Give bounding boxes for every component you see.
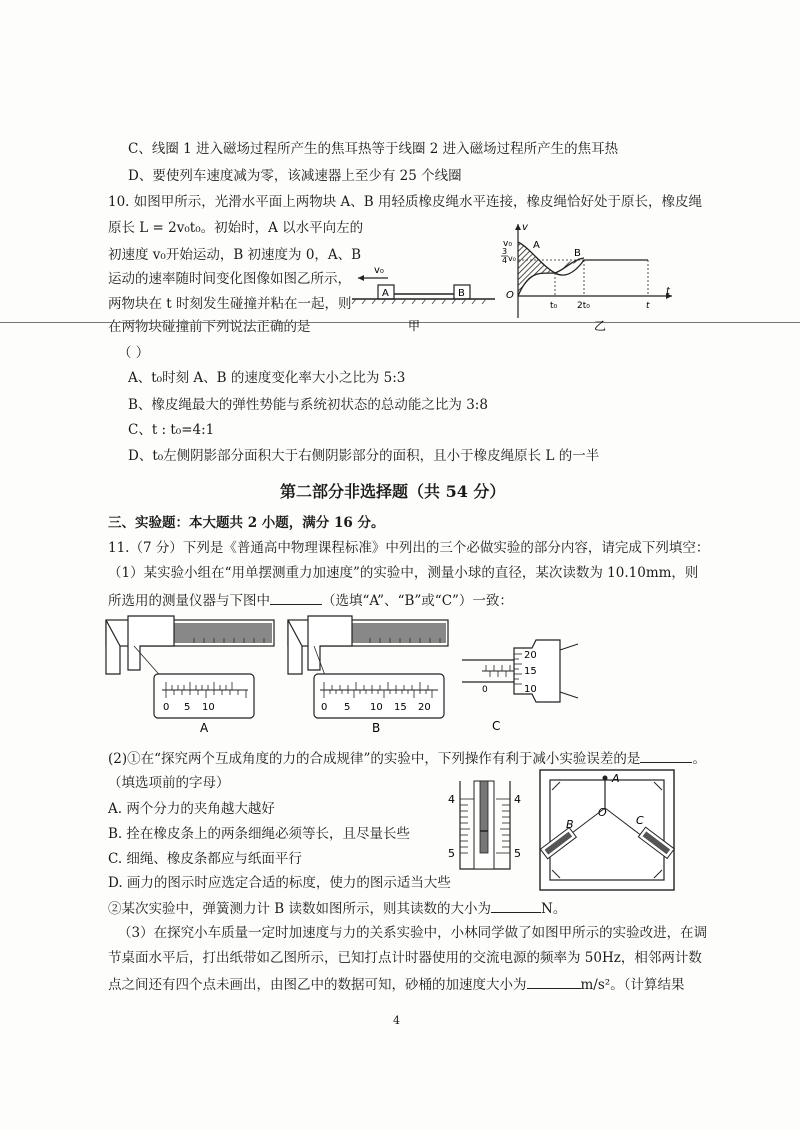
tick-2t0: 2t₀ xyxy=(577,301,590,311)
q10-stem-line5: 两物块在 t 时刻发生碰撞并粘在一起，则 xyxy=(108,296,352,312)
curve-b-label: B xyxy=(574,248,581,259)
q10-answer-paren: （ ） xyxy=(118,345,150,361)
force-board-figure xyxy=(538,768,678,894)
spring-right-4: 4 xyxy=(514,793,521,806)
q10-option-d: D、t₀左侧阴影部分面积大于右侧阴影部分的面积，且小于橡皮绳原长 L 的一半 xyxy=(128,448,600,464)
caliper-b xyxy=(286,610,456,735)
q11-p2-line1-tail: 。 xyxy=(692,751,706,767)
label-block-b: B xyxy=(458,288,465,299)
q11-p1-line2 xyxy=(108,590,513,610)
q11-p2-q2 xyxy=(108,898,566,918)
scale-a-0: 0 xyxy=(163,702,170,713)
tick-t0: t₀ xyxy=(550,301,558,311)
scale-b-15: 15 xyxy=(394,702,407,713)
micrometer-zero: 0 xyxy=(482,685,488,695)
tick-t: t xyxy=(646,301,650,311)
q11-p2-q2-text: ②某次实验中，弹簧测力计 B 读数如图所示，则其读数的大小为 xyxy=(108,901,492,917)
micrometer-10: 10 xyxy=(524,684,537,695)
q11-p2-line1-text: (2)①在“探究两个互成角度的力的合成规律”的实验中，下列操作有利于减小实验误差的是 xyxy=(108,751,641,767)
section3-heading: 三、实验题：本大题共 2 小题，满分 16 分。 xyxy=(108,515,385,531)
micrometer-c xyxy=(462,630,582,735)
board-label-o: O xyxy=(598,806,607,819)
q10-option-b: B、橡皮绳最大的弹性势能与系统初状态的总动能之比为 3:8 xyxy=(128,397,488,413)
scale-b-20: 20 xyxy=(418,702,431,713)
label-b: B xyxy=(372,721,381,735)
q11-p1-line2-text: 所选用的测量仪器与下图中 xyxy=(108,593,270,609)
scale-b-0: 0 xyxy=(321,702,328,713)
q11-p2-q2-tail: N。 xyxy=(541,901,567,917)
tick-v0: v₀ xyxy=(503,239,512,249)
q9-option-c: C、线圈 1 进入磁场过程所产生的焦耳热等于线圈 2 进入磁场过程所产生的焦耳热 xyxy=(128,141,619,157)
spring-right-5: 5 xyxy=(514,847,521,860)
board-label-b: B xyxy=(566,818,574,831)
q11-p2-option-a: A. 两个分力的夹角越大越好 xyxy=(108,801,275,817)
page-number: 4 xyxy=(393,1014,400,1027)
q11-p2-option-b: B. 拴在橡皮条上的两条细绳必须等长，且尽量长些 xyxy=(108,826,411,842)
spring-left-5: 5 xyxy=(448,847,455,860)
q11-p2-option-d: D. 画力的图示时应选定合适的标度，使力的图示适当大些 xyxy=(108,875,451,891)
q10-stem-line2: 原长 L = 2v₀t₀。初始时，A 以水平向左的 xyxy=(108,220,364,236)
micrometer-20: 20 xyxy=(524,650,537,661)
scale-b-10: 10 xyxy=(370,702,383,713)
q11-p2-option-c: C. 细绳、橡皮条都应与纸面平行 xyxy=(108,851,302,867)
q11-intro: 11.（7 分）下列是《普通高中物理课程标准》中列出的三个必做实验的部分内容，请完成下列填空： xyxy=(108,540,710,556)
micrometer-15: 15 xyxy=(524,666,537,677)
scale-a-5: 5 xyxy=(184,702,191,713)
q11-p3-line2: 节桌面水平后，打出纸带如乙图所示，已知打点计时器使用的交流电源的频率为 50Hz，相邻两计数 xyxy=(108,950,702,966)
scale-b-5: 5 xyxy=(344,702,351,713)
answer-blank-3[interactable] xyxy=(491,898,541,913)
q10-stem-line6: 在两物块碰撞前下列说法正确的是 xyxy=(108,319,311,335)
axis-v-label: v xyxy=(522,222,528,233)
q10-option-c: C、t : t₀=4:1 xyxy=(128,422,215,438)
q11-p3-line1: （3）在探究小车质量一定时加速度与力的关系实验中，小林同学做了如图甲所示的实验改进，在调 xyxy=(118,925,708,941)
tick-34-num: 3 xyxy=(502,247,508,256)
caption-yi: 乙 xyxy=(594,319,607,333)
answer-blank-2[interactable] xyxy=(640,748,692,763)
q10-figure-jia xyxy=(340,258,510,338)
q10-stem-line3: 初速度 v₀开始运动，B 初速度为 0，A、B xyxy=(108,247,362,263)
tick-34-den: 4 xyxy=(502,256,508,265)
q11-p1-line1: （1）某实验小组在“用单摆测重力加速度”的实验中，测量小球的直径，某次读数为 10.10mm，则 xyxy=(108,565,699,581)
q11-p2-line1 xyxy=(108,748,706,768)
answer-blank-1[interactable] xyxy=(270,590,322,605)
q11-p3-line3-tail: m/s²。（计算结果 xyxy=(580,977,685,993)
answer-blank-4[interactable] xyxy=(527,974,581,989)
board-label-c: C xyxy=(636,814,644,827)
curve-a-label: A xyxy=(533,240,540,251)
axis-t-label: t xyxy=(666,286,670,297)
part2-heading: 第二部分非选择题（共 54 分） xyxy=(280,482,506,501)
q9-option-d: D、要使列车速度减为零，该减速器上至少有 25 个线圈 xyxy=(128,168,462,184)
board-label-a: A xyxy=(612,772,620,785)
scale-a-10: 10 xyxy=(202,702,215,713)
q10-stem-line1: 10. 如图甲所示，光滑水平面上两物块 A、B 用轻质橡皮绳水平连接，橡皮绳恰好处于原长，橡皮绳 xyxy=(108,194,703,210)
q11-p2-line2: （填选项前的字母） xyxy=(108,775,230,791)
origin-label: O xyxy=(506,290,514,301)
label-a: A xyxy=(200,721,209,735)
spring-scale-figure xyxy=(440,775,530,875)
q11-p3-line3 xyxy=(108,974,684,994)
caption-jia: 甲 xyxy=(408,319,421,333)
q10-stem-line4: 运动的速率随时间变化图像如图乙所示， xyxy=(108,271,351,287)
label-block-a: A xyxy=(382,288,389,299)
q11-p3-line3-text: 点之间还有四个点未画出，由图乙中的数据可知，砂桶的加速度大小为 xyxy=(108,977,527,993)
label-v0: v₀ xyxy=(374,265,384,276)
q10-figure-yi xyxy=(500,218,680,338)
label-c: C xyxy=(492,719,501,733)
q11-p1-line2-tail: （选填“A”、“B”或“C”）一致： xyxy=(322,593,513,609)
spring-left-4: 4 xyxy=(448,793,455,806)
tick-34-v: v₀ xyxy=(508,254,516,263)
q10-option-a: A、t₀时刻 A、B 的速度变化率大小之比为 5:3 xyxy=(128,370,406,386)
caliper-a xyxy=(104,610,284,735)
